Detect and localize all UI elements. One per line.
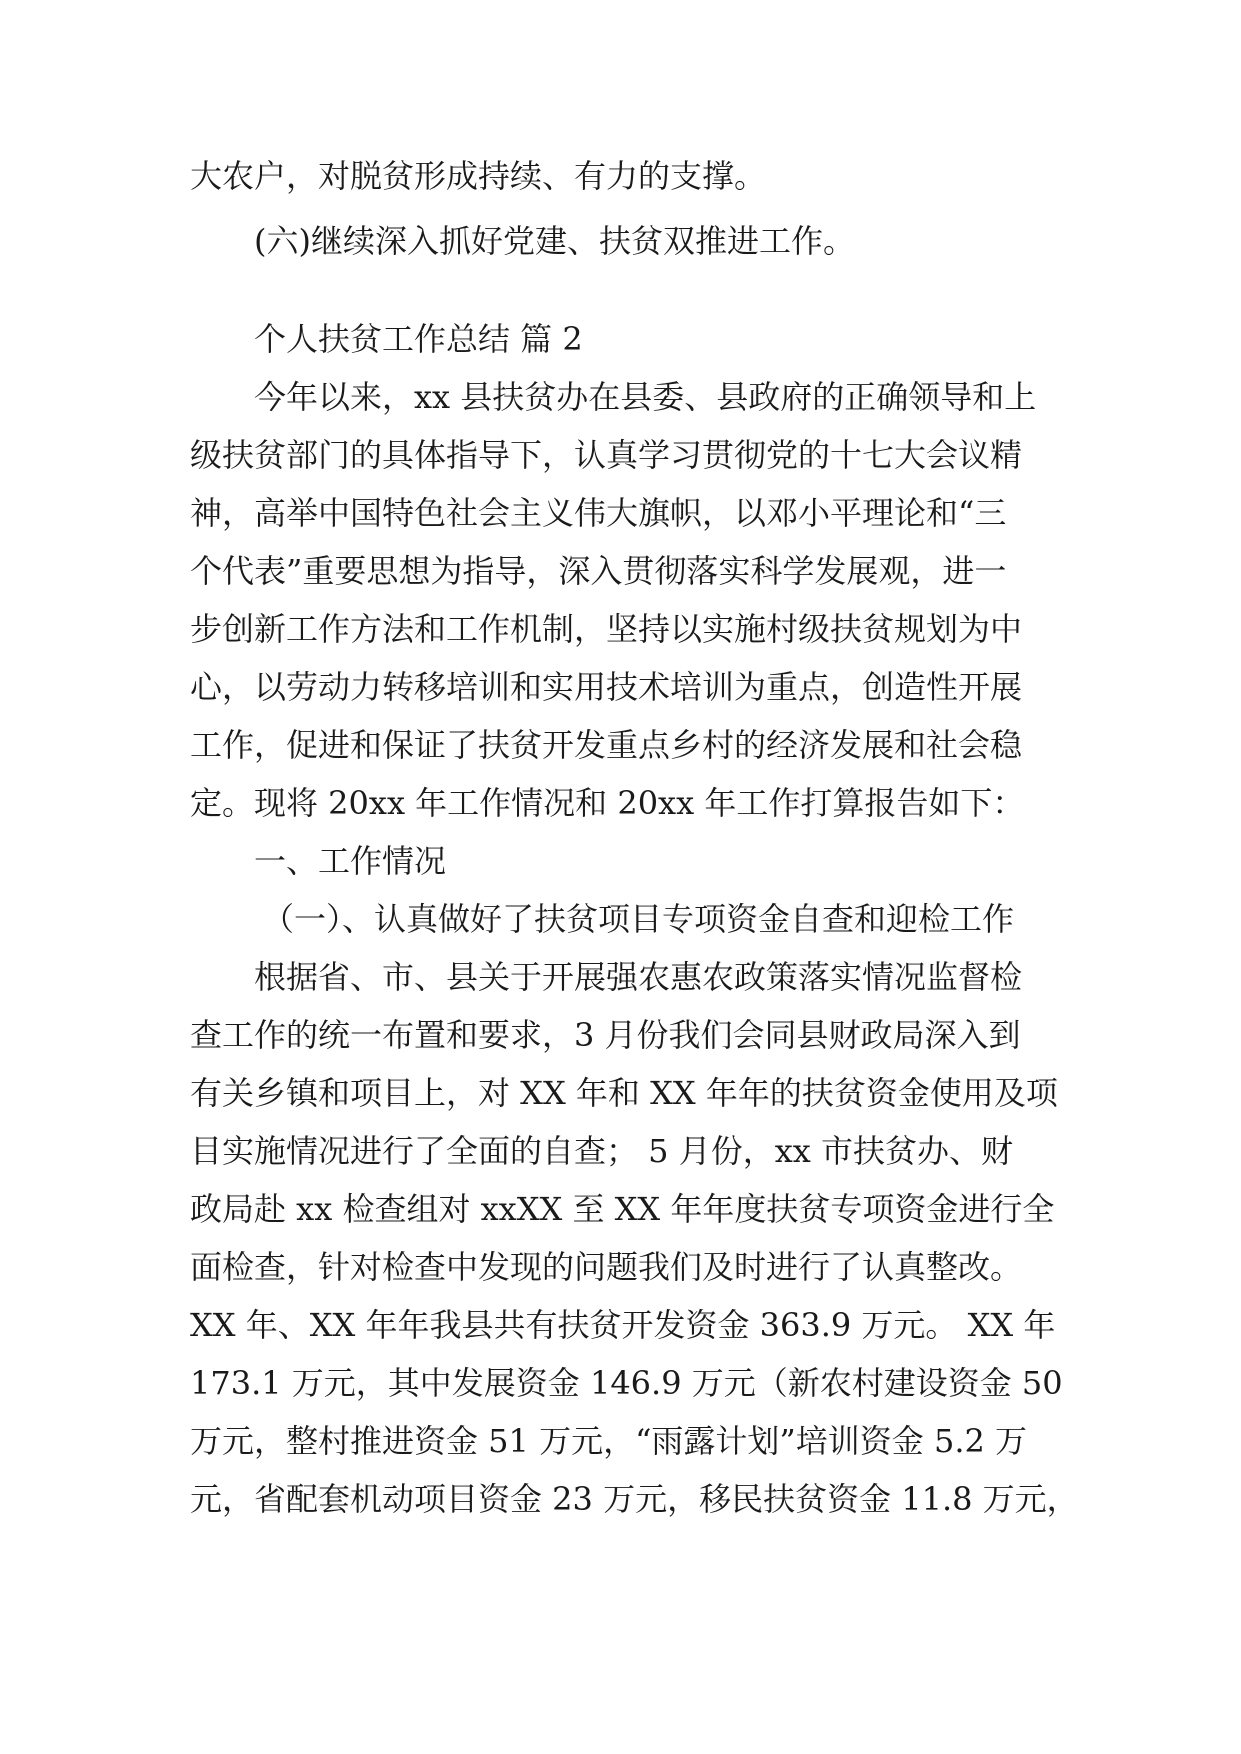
- paragraph-line: 面检查，针对检查中发现的问题我们及时进行了认真整改。: [190, 1248, 1023, 1286]
- paragraph-line: XX 年、XX 年年我县共有扶贫开发资金 363.9 万元。 XX 年: [190, 1306, 1056, 1344]
- paragraph-line: 今年以来，xx 县扶贫办在县委、县政府的正确领导和上: [254, 378, 1037, 416]
- paragraph-line: 根据省、市、县关于开展强农惠农政策落实情况监督检: [254, 958, 1023, 996]
- paragraph-line: 个代表”重要思想为指导，深入贯彻落实科学发展观，进一: [190, 552, 1007, 590]
- article-title: 个人扶贫工作总结 篇 2: [254, 320, 583, 358]
- paragraph-line: 工作，促进和保证了扶贫开发重点乡村的经济发展和社会稳: [190, 726, 1023, 764]
- paragraph-line: 有关乡镇和项目上，对 XX 年和 XX 年年的扶贫资金使用及项: [190, 1074, 1058, 1112]
- paragraph-line: 173.1 万元，其中发展资金 146.9 万元（新农村建设资金 50: [190, 1364, 1063, 1402]
- paragraph-line: 目实施情况进行了全面的自查； 5 月份，xx 市扶贫办、财: [190, 1132, 1013, 1170]
- paragraph-line: 神，高举中国特色社会主义伟大旗帜，以邓小平理论和“三: [190, 494, 1007, 532]
- subsection-heading: （一）、认真做好了扶贫项目专项资金自查和迎检工作: [262, 900, 1015, 938]
- paragraph-line: 大农户，对脱贫形成持续、有力的支撑。: [190, 157, 767, 195]
- paragraph-line: 心，以劳动力转移培训和实用技术培训为重点，创造性开展: [190, 668, 1023, 706]
- section-heading: (六)继续深入抓好党建、扶贫双推进工作。: [254, 222, 855, 260]
- paragraph-line: 步创新工作方法和工作机制，坚持以实施村级扶贫规划为中: [190, 610, 1023, 648]
- section-heading: 一、工作情况: [254, 842, 447, 880]
- paragraph-line: 万元，整村推进资金 51 万元，“雨露计划”培训资金 5.2 万: [190, 1422, 1028, 1460]
- paragraph-line: 元，省配套机动项目资金 23 万元，移民扶贫资金 11.8 万元，: [190, 1480, 1079, 1518]
- paragraph-line: 级扶贫部门的具体指导下，认真学习贯彻党的十七大会议精: [190, 436, 1023, 474]
- paragraph-line: 政局赴 xx 检查组对 xxXX 至 XX 年年度扶贫专项资金进行全: [190, 1190, 1055, 1228]
- paragraph-line: 定。现将 20xx 年工作情况和 20xx 年工作打算报告如下：: [190, 784, 1025, 822]
- paragraph-line: 查工作的统一布置和要求，3 月份我们会同县财政局深入到: [190, 1016, 1021, 1054]
